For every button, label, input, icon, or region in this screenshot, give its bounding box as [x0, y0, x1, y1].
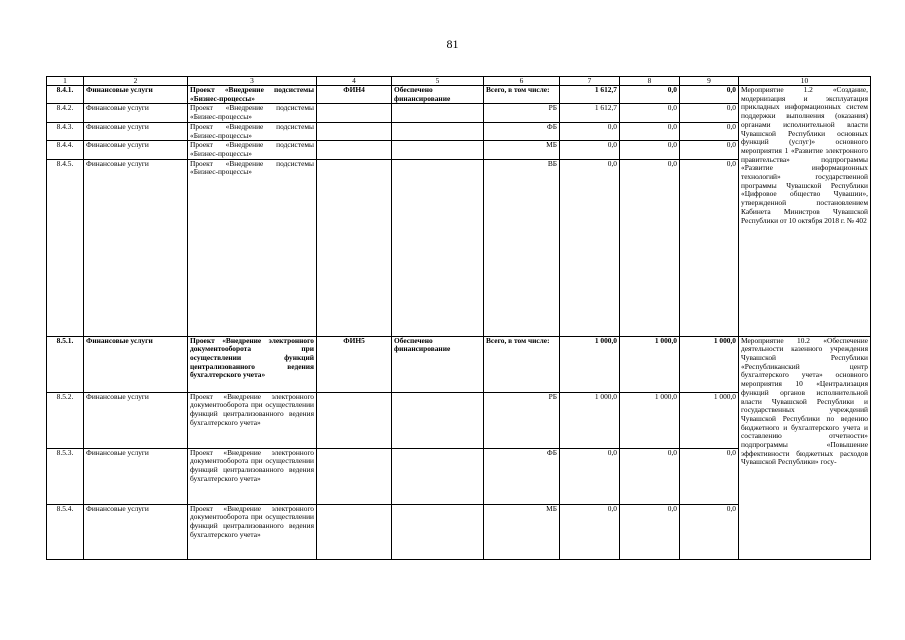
value-cell: 1 000,0	[680, 336, 739, 392]
code-cell	[317, 104, 392, 122]
row-number: 8.5.4.	[47, 504, 84, 559]
source-cell: Всего, в том числе:	[484, 336, 560, 392]
code-cell	[317, 122, 392, 140]
column-number-row	[47, 77, 871, 86]
value-cell: 0,0	[560, 504, 620, 559]
service-cell: Финансовые услуги	[84, 141, 188, 159]
row-number: 8.5.2.	[47, 392, 84, 448]
project-cell: Проект «Внедрение электронного документооборота при осуществлении функций централизованного ведения бухгалтерского учета»	[188, 336, 317, 392]
code-cell: ФИН4	[317, 86, 392, 104]
value-cell: 1 612,7	[560, 104, 620, 122]
value-cell: 1 000,0	[620, 392, 680, 448]
provision-cell: Обеспечено финансирование	[392, 86, 484, 104]
source-cell: ВБ	[484, 159, 560, 336]
column-number: 2	[84, 77, 188, 86]
value-cell: 0,0	[680, 104, 739, 122]
value-cell: 1 000,0	[620, 336, 680, 392]
column-number: 7	[560, 77, 620, 86]
value-cell: 0,0	[680, 86, 739, 104]
program-table	[46, 76, 871, 560]
project-cell: Проект «Внедрение подсистемы «Бизнес-процессы»	[188, 86, 317, 104]
service-cell: Финансовые услуги	[84, 504, 188, 559]
source-cell: МБ	[484, 141, 560, 159]
value-cell: 0,0	[620, 448, 680, 504]
value-cell: 0,0	[560, 159, 620, 336]
project-cell: Проект «Внедрение подсистемы «Бизнес-процессы»	[188, 104, 317, 122]
value-cell: 0,0	[620, 122, 680, 140]
provision-cell	[392, 159, 484, 336]
project-cell: Проект «Внедрение электронного документооборота при осуществлении функций централизованного ведения бухгалтерского учета»	[188, 392, 317, 448]
value-cell: 1 000,0	[680, 392, 739, 448]
column-number: 10	[739, 77, 871, 86]
provision-cell	[392, 392, 484, 448]
service-cell: Финансовые услуги	[84, 104, 188, 122]
column-number: 9	[680, 77, 739, 86]
code-cell	[317, 141, 392, 159]
provision-cell	[392, 504, 484, 559]
value-cell: 0,0	[620, 504, 680, 559]
provision-cell: Обеспечено финансирование	[392, 336, 484, 392]
value-cell: 0,0	[680, 504, 739, 559]
column-number: 6	[484, 77, 560, 86]
notes-cell: Мероприятие 1.2 «Создание, модернизация и эксплуатация прикладных информационных систем поддержки выполнения (оказания) органами исполнительной власти Чувашской Республики основных функций (услуг)» основного мероприятия 1 «Развитие электронного правительства» подпрограммы «Развитие информационных технологий» государственной программы Чувашской Республики «Цифровое общество Чувашии», утвержденной постановлением Кабинета Министров Чувашской Республики от 10 октября 2018 г. № 402	[739, 86, 871, 337]
source-cell: ФБ	[484, 122, 560, 140]
service-cell: Финансовые услуги	[84, 336, 188, 392]
source-cell: ФБ	[484, 448, 560, 504]
service-cell: Финансовые услуги	[84, 448, 188, 504]
service-cell: Финансовые услуги	[84, 86, 188, 104]
source-cell: РБ	[484, 104, 560, 122]
page-number: 81	[446, 37, 459, 51]
code-cell: ФИН5	[317, 336, 392, 392]
value-cell: 0,0	[680, 141, 739, 159]
row-number: 8.5.1.	[47, 336, 84, 392]
column-number: 8	[620, 77, 680, 86]
row-number: 8.4.5.	[47, 159, 84, 336]
code-cell	[317, 159, 392, 336]
value-cell: 1 612,7	[560, 86, 620, 104]
code-cell	[317, 448, 392, 504]
column-number: 5	[392, 77, 484, 86]
row-number: 8.5.3.	[47, 448, 84, 504]
source-cell: Всего, в том числе:	[484, 86, 560, 104]
notes-cell: Мероприятие 10.2 «Обеспечение деятельности казенного учреждения Чувашской Республики «Республиканский центр бухгалтерского учета» основного мероприятия 10 «Централизация функций органов исполнительной власти Чувашской Республики и государственных учреждений Чувашской Республики по ведению бюджетного и бухгалтерского учета и составлению отчетности» подпрограммы «Повышение эффективности бюджетных расходов Чувашской Республики» госу-	[739, 336, 871, 559]
value-cell: 0,0	[620, 104, 680, 122]
row-number: 8.4.2.	[47, 104, 84, 122]
service-cell: Финансовые услуги	[84, 159, 188, 336]
table-row	[47, 336, 871, 392]
value-cell: 0,0	[620, 159, 680, 336]
value-cell: 0,0	[680, 122, 739, 140]
row-number: 8.4.1.	[47, 86, 84, 104]
row-number: 8.4.3.	[47, 122, 84, 140]
project-cell: Проект «Внедрение подсистемы «Бизнес-процессы»	[188, 141, 317, 159]
provision-cell	[392, 104, 484, 122]
source-cell: МБ	[484, 504, 560, 559]
column-number: 3	[188, 77, 317, 86]
value-cell: 0,0	[560, 448, 620, 504]
value-cell: 0,0	[620, 141, 680, 159]
code-cell	[317, 504, 392, 559]
value-cell: 1 000,0	[560, 392, 620, 448]
row-number: 8.4.4.	[47, 141, 84, 159]
value-cell: 0,0	[680, 448, 739, 504]
value-cell: 0,0	[560, 122, 620, 140]
project-cell: Проект «Внедрение электронного документооборота при осуществлении функций централизованного ведения бухгалтерского учета»	[188, 448, 317, 504]
service-cell: Финансовые услуги	[84, 392, 188, 448]
provision-cell	[392, 141, 484, 159]
value-cell: 0,0	[680, 159, 739, 336]
value-cell: 1 000,0	[560, 336, 620, 392]
table-row	[47, 86, 871, 104]
source-cell: РБ	[484, 392, 560, 448]
provision-cell	[392, 122, 484, 140]
value-cell: 0,0	[560, 141, 620, 159]
code-cell	[317, 392, 392, 448]
provision-cell	[392, 448, 484, 504]
column-number: 4	[317, 77, 392, 86]
project-cell: Проект «Внедрение подсистемы «Бизнес-процессы»	[188, 159, 317, 336]
service-cell: Финансовые услуги	[84, 122, 188, 140]
project-cell: Проект «Внедрение электронного документооборота при осуществлении функций централизованного ведения бухгалтерского учета»	[188, 504, 317, 559]
project-cell: Проект «Внедрение подсистемы «Бизнес-процессы»	[188, 122, 317, 140]
value-cell: 0,0	[620, 86, 680, 104]
column-number: 1	[47, 77, 84, 86]
